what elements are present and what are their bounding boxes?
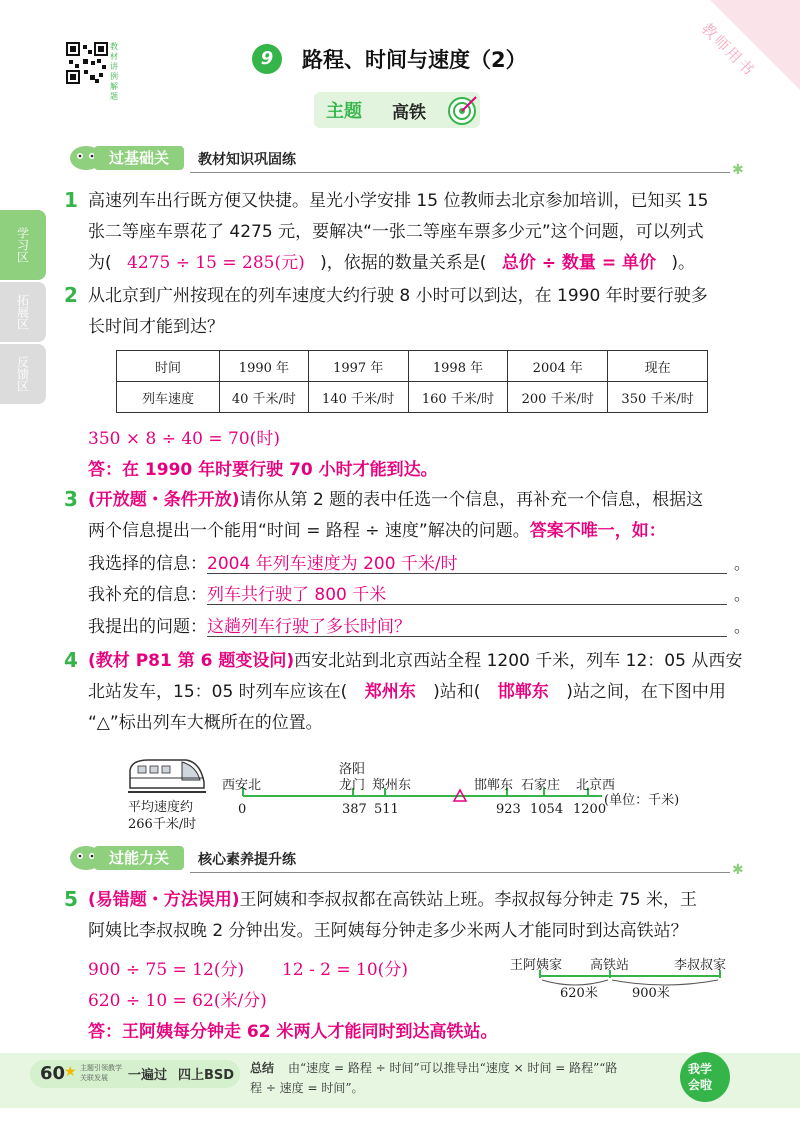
q5-calc-2: 12 - 2 = 10(分): [282, 960, 408, 980]
q1-text: 高速列车出行既方便又快捷。星光小学安排 15 位教师去北京参加培训，已知买 15 张二等座车票花了 4275 元，要解决“一张二等座车票多少元”这个问题，可以列式 为( 4275 ÷ 15 = 285(元) )，依据的数量关系是( 总价 ÷ 数量 = 单价 )。: [88, 191, 709, 273]
table-cell: 160 千米/时: [408, 382, 508, 413]
table-cell: 时间: [117, 351, 220, 382]
q2-number: 2: [64, 283, 78, 307]
side-tab-expand[interactable]: 拓展区: [0, 282, 46, 342]
q5-distance-2: 900米: [632, 986, 670, 1001]
chapter-number-badge: 9: [252, 44, 282, 74]
section2-subtitle: 核心素养提升练: [198, 852, 296, 868]
station-xian: 西安北: [222, 778, 262, 793]
q4-answer-a: 郑州东: [364, 682, 416, 702]
qr-caption: 教材讲例解题: [110, 42, 118, 101]
table-header-row: [117, 351, 708, 382]
distance-label: 1054: [530, 802, 564, 817]
train-caption-2: 266千米/时: [128, 817, 197, 832]
q2-text: 从北京到广州按现在的列车速度大约行驶 8 小时可以到达，在 1990 年时要行驶多 长时间才能到达？: [88, 286, 708, 337]
table-row: [117, 382, 708, 413]
q5-text: (易错题・方法误用)王阿姨和李叔叔都在高铁站上班。李叔叔每分钟走 75 米，王 阿姨比李叔叔晚 2 分钟出发。王阿姨每分钟走多少米两人才能同时到达高铁站？: [88, 890, 697, 941]
q1-number: 1: [64, 188, 78, 212]
station-zhengzhou: 郑州东: [372, 778, 412, 793]
table-cell: 列车速度: [117, 382, 220, 413]
q2-answer-text: 答：在 1990 年时要行驶 70 小时才能到达。: [88, 460, 438, 480]
distance-label: 1200: [573, 802, 607, 817]
station-handan: 邯郸东: [474, 778, 514, 793]
page-title: 路程、时间与速度（2）: [302, 48, 527, 72]
q3-label-1: 我选择的信息：: [88, 554, 207, 574]
q5-number: 5: [64, 887, 78, 911]
q5-answer: 答：王阿姨每分钟走 62 米两人才能同时到达高铁站。: [88, 1022, 498, 1042]
table-cell: 1990 年: [220, 351, 309, 382]
side-tab-feedback[interactable]: 反馈区: [0, 344, 46, 404]
q2-answer-calc: 350 × 8 ÷ 40 = 70(时): [88, 429, 280, 449]
distance-label: 0: [238, 802, 247, 817]
q3-answer-3[interactable]: 这趟列车行驶了多长时间？: [207, 617, 411, 637]
footer-star-icon: ★: [64, 1064, 77, 1080]
table-cell: 140 千米/时: [308, 382, 408, 413]
section2-label: 过能力关: [94, 846, 184, 870]
section1-rule: [190, 172, 730, 173]
learned-badge-line-1: 我学: [688, 1062, 713, 1076]
station-luoyang-2: 龙门: [339, 778, 366, 793]
q3-blank-3: [207, 636, 727, 637]
q3-answer-1[interactable]: 2004 年列车速度为 200 千米/时: [207, 554, 458, 574]
section1-subtitle: 教材知识巩固练: [198, 152, 296, 168]
q4-number: 4: [64, 648, 78, 672]
q3-label-2: 我补充的信息：: [88, 585, 207, 605]
table-cell: 350 千米/时: [608, 382, 708, 413]
unit-label: (单位：千米): [604, 793, 680, 808]
table-cell: 现在: [608, 351, 708, 382]
section1-label: 过基础关: [94, 146, 184, 170]
q3-end-1: 。: [734, 554, 751, 573]
theme-value: 高铁: [392, 103, 426, 123]
distance-label: 511: [374, 802, 399, 817]
table-cell: 200 千米/时: [508, 382, 608, 413]
table-cell: 1997 年: [308, 351, 408, 382]
q3-blank-1: [207, 573, 727, 574]
station-beijingxi: 北京西: [576, 778, 616, 793]
watermark-text: 教师用书: [697, 19, 759, 81]
summary-line-2: 程 ÷ 速度 = 时间”。: [250, 1081, 364, 1095]
section2-rule: [190, 872, 730, 873]
summary-line-1: 由“速度 = 路程 ÷ 时间”可以推导出“速度 × 时间 = 路程”“路: [288, 1061, 618, 1075]
q3-end-3: 。: [734, 617, 751, 636]
learned-badge-line-2: 会啦: [688, 1078, 713, 1092]
q5-diagram-right: 李叔叔家: [674, 958, 727, 973]
q3-answer-2[interactable]: 列车共行驶了 800 千米: [207, 585, 387, 605]
summary-label: 总结: [250, 1061, 275, 1075]
q5-calc-1: 900 ÷ 75 = 12(分): [88, 960, 245, 980]
q3-text: (开放题・条件开放)请你从第 2 题的表中任选一个信息，再补充一个信息，根据这 两个信息提出一个能用“时间 = 路程 ÷ 速度”解决的问题。答案不唯一，如：: [88, 490, 704, 541]
q4-text: (教材 P81 第 6 题变设问)西安北站到北京西站全程 1200 千米，列车 12：05 从西安 北站发车，15：05 时列车应该在( 郑州东 )站和( 邯郸东 )站之间，在下图中用 “△”标出列车大概所在的位置。: [88, 651, 743, 733]
table-cell: 1998 年: [408, 351, 508, 382]
footer-brand-small-1: 主题引领教学: [80, 1064, 122, 1072]
train-caption-1: 平均速度约: [128, 800, 194, 815]
footer-brand-small-2: 关联发展: [80, 1074, 108, 1082]
q4-answer-b: 邯郸东: [497, 682, 549, 702]
target-icon: [446, 93, 480, 127]
speed-table: [116, 350, 708, 413]
q3-number: 3: [64, 487, 78, 511]
train-icon: [126, 752, 206, 798]
qr-code[interactable]: [66, 42, 108, 84]
footer-grade: 四上BSD: [178, 1068, 235, 1083]
station-shijiazhuang: 石家庄: [521, 778, 561, 793]
section1-star-icon: ✱: [732, 162, 744, 178]
q5-diagram-mid: 高铁站: [590, 958, 630, 973]
q5-distance-1: 620米: [560, 986, 598, 1001]
section2-star-icon: ✱: [732, 862, 744, 878]
station-luoyang-1: 洛阳: [339, 762, 366, 777]
q5-calc-3: 620 ÷ 10 = 62(米/分): [88, 991, 267, 1011]
q3-end-2: 。: [734, 585, 751, 604]
q1-answer-expression: 4275 ÷ 15 = 285(元): [127, 253, 305, 273]
q5-diagram-left: 王阿姨家: [510, 958, 563, 973]
theme-label: 主题: [326, 101, 362, 122]
table-cell: 40 千米/时: [220, 382, 309, 413]
page-number: 60: [40, 1063, 66, 1084]
footer-brand: 一遍过: [128, 1068, 168, 1083]
table-cell: 2004 年: [508, 351, 608, 382]
q3-label-3: 我提出的问题：: [88, 617, 207, 637]
distance-label: 387: [342, 802, 367, 817]
distance-label: 923: [496, 802, 521, 817]
q3-blank-2: [207, 604, 727, 605]
side-tab-learn[interactable]: 学习区: [0, 210, 46, 280]
q1-answer-relation: 总价 ÷ 数量 = 单价: [501, 253, 657, 273]
